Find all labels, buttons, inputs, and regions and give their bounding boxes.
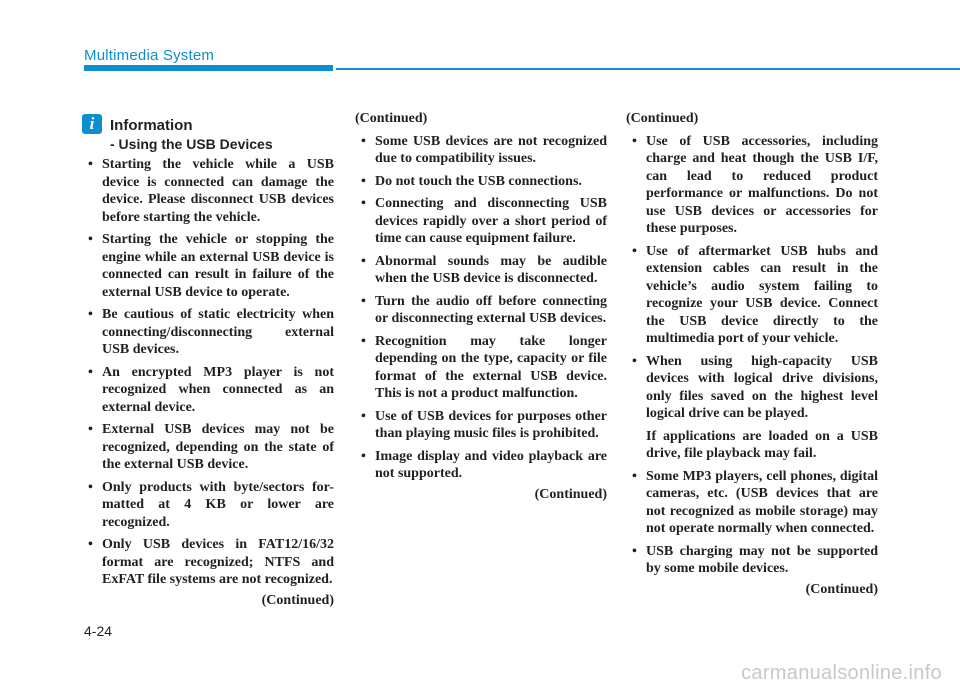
bullet-list: [355, 133, 607, 483]
list-item: • Image display and video playback are not supported.: [355, 448, 607, 483]
list-item: • Only products with byte/sectors for-matted at 4 KB or lower are recognized.: [82, 479, 334, 532]
column-right: [626, 110, 878, 598]
info-subtitle: - Using the USB Devices: [110, 136, 273, 152]
header-rule-thick: [84, 65, 333, 71]
list-item: • Connecting and disconnecting USB devices rapidly over a short period of time can cause equipment failure.: [355, 195, 607, 248]
continued-label: (Continued): [261, 592, 334, 608]
continued-label: (Continued): [805, 581, 878, 597]
continued-label-top: (Continued): [355, 111, 428, 126]
continued-label-top: (Continued): [626, 111, 699, 126]
list-item: • Starting the vehicle while a USB device is connected can damage the device. Please disconnect USB devices before starting the vehicle.: [82, 156, 334, 226]
list-item: • An encrypted MP3 player is not recognized when connected as an external device.: [82, 364, 334, 417]
list-item: • Use of USB devices for purposes other than playing music files is prohibited.: [355, 408, 607, 443]
list-item: • Use of aftermarket USB hubs and extension cables can result in the vehicle’s audio system failing to recognize your USB device. Connect the USB device directly to the multimedia port of your vehicle.: [626, 243, 878, 348]
info-icon: i: [82, 114, 102, 134]
continued-label: (Continued): [534, 486, 607, 502]
list-item: • Some MP3 players, cell phones, digital cameras, etc. (USB devices that are not recognized as mobile storage) may not operate normally when connected.: [626, 468, 878, 538]
list-item: • Use of USB accessories, including charge and heat though the USB I/F, can lead to reduced product performance or malfunctions. Do not use USB devices or accessories for these purposes.: [626, 133, 878, 238]
watermark: carmanualsonline.info: [741, 662, 942, 684]
bullet-list: [626, 133, 878, 423]
list-item: • Be cautious of static electricity when connecting/disconnecting external USB devices.: [82, 306, 334, 359]
page-number: 4-24: [84, 623, 113, 639]
list-item: • External USB devices may not be recognized, depending on the state of the external USB device.: [82, 421, 334, 474]
list-item: • Only USB devices in FAT12/16/32 format are recognized; NTFS and ExFAT file systems are not recognized.: [82, 536, 334, 589]
list-item: • Recognition may take longer depending on the type, capacity or file format of the external USB device. This is not a product malfunction.: [355, 333, 607, 403]
header-rule-thin: [336, 68, 960, 70]
list-item: • USB charging may not be supported by some mobile devices.: [626, 543, 878, 578]
list-item: • Do not touch the USB connections.: [355, 173, 607, 191]
section-title: Multimedia System: [84, 47, 215, 64]
list-item: • Some USB devices are not recognized due to compatibility issues.: [355, 133, 607, 168]
bullet-list: [626, 468, 878, 578]
list-item: • When using high-capacity USB devices with logical drive divisions, only files saved on the highest level logical drive can be played.: [626, 353, 878, 423]
info-box-heading: [82, 110, 334, 152]
column-middle: [355, 110, 607, 503]
info-title: Information: [110, 117, 193, 134]
list-item: • Turn the audio off before connecting or disconnecting external USB devices.: [355, 293, 607, 328]
list-item: • Starting the vehicle or stopping the engine while an external USB device is connected can result in failure of the external USB device to operate.: [82, 231, 334, 301]
list-item: • Abnormal sounds may be audible when the USB device is disconnected.: [355, 253, 607, 288]
list-item-continuation: If applications are loaded on a USB drive, file playback may fail.: [646, 428, 878, 461]
column-left: [82, 110, 334, 609]
bullet-list: [82, 156, 334, 589]
